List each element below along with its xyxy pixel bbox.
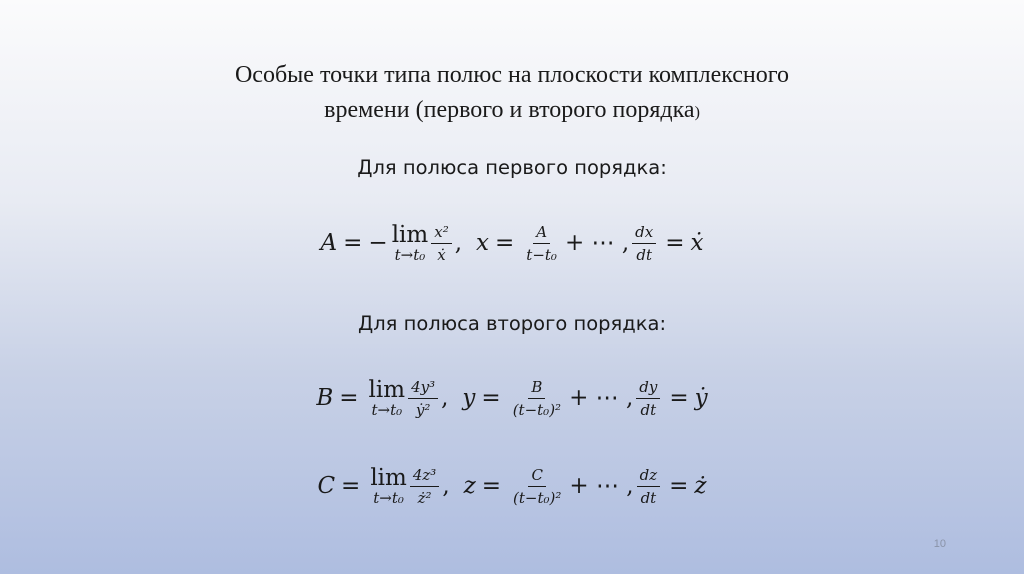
f3-eq3: = — [669, 473, 689, 499]
f2-frac3-den: dt — [640, 400, 657, 419]
f3-comma: , — [442, 473, 450, 499]
f3-eq2: = — [481, 473, 502, 499]
f2-frac3-num: dy — [636, 378, 660, 399]
f1-minus: − — [368, 230, 388, 256]
f1-frac1-den: ẋ — [437, 245, 446, 264]
f1-frac2 — [523, 223, 560, 264]
f1-frac2-den: t−t₀ — [526, 245, 557, 264]
title-line-2-text: времени (первого и второго порядка — [324, 97, 695, 123]
f3-frac2-num: C — [528, 466, 545, 487]
f1-lim-word: lim — [391, 222, 429, 248]
f2-eq: = — [339, 385, 359, 411]
f1-lim-sub: t→t₀ — [394, 246, 426, 264]
f3-frac3-den: dt — [640, 488, 657, 507]
heading-second-order: Для полюса второго порядка: — [357, 312, 667, 335]
f3-tail: + ⋯ , — [569, 473, 634, 499]
f2-tail: + ⋯ , — [569, 385, 634, 411]
f3-var: z — [463, 473, 476, 499]
f3-frac2-den: (t−t₀)² — [513, 488, 562, 507]
f3-lim-word: lim — [370, 465, 407, 491]
f2-lim-word: lim — [368, 377, 406, 403]
f1-lhs: A — [320, 230, 338, 256]
f3-frac3-num: dz — [637, 466, 661, 487]
f1-frac1 — [431, 223, 451, 264]
heading-first-order: Для полюса первого порядка: — [357, 156, 667, 179]
f3-eq: = — [341, 473, 361, 499]
f3-rhs: ż — [694, 473, 707, 499]
f1-frac2-num: A — [533, 223, 550, 244]
f2-lhs: B — [316, 385, 334, 411]
f1-eq: = — [343, 230, 363, 256]
f3-frac3 — [637, 466, 661, 507]
title-line-2 — [0, 93, 1024, 130]
f1-limit — [392, 222, 429, 264]
f2-frac1-num: 4y³ — [408, 378, 438, 399]
f2-frac2-den: (t−t₀)² — [512, 400, 562, 419]
f2-eq3: = — [669, 385, 689, 411]
slide-title — [0, 58, 1024, 130]
f1-comma: , — [454, 230, 463, 256]
f2-frac2-num: B — [528, 378, 545, 399]
title-line-1: Особые точки типа полюс на плоскости комплексного — [234, 62, 790, 88]
f2-limit — [369, 377, 406, 419]
f3-frac1-den: ż² — [417, 488, 432, 507]
f1-var: x — [476, 230, 490, 256]
f3-lhs: C — [317, 473, 336, 499]
f1-frac3 — [632, 223, 656, 264]
f2-eq2: = — [481, 385, 501, 411]
f2-frac1-den: ẏ² — [415, 400, 431, 419]
title-paren: ) — [694, 104, 700, 121]
f1-frac1-num: x² — [431, 223, 451, 244]
f1-rhs: ẋ — [690, 230, 704, 256]
f2-rhs: ẏ — [694, 385, 708, 411]
f2-frac2 — [510, 378, 564, 419]
f2-frac1 — [408, 378, 438, 419]
f3-lim-sub: t→t₀ — [373, 489, 404, 507]
f3-frac1-num: 4z³ — [410, 466, 439, 487]
f2-lim-sub: t→t₀ — [371, 401, 403, 419]
f2-var: y — [462, 385, 476, 411]
f3-limit — [370, 465, 407, 507]
f1-tail: + ⋯ , — [564, 230, 630, 256]
formula-second-order-c — [0, 446, 1024, 526]
f2-comma: , — [441, 385, 449, 411]
formula-second-order-b — [0, 358, 1024, 438]
f1-frac3-den: dt — [636, 245, 652, 264]
f1-eq3: = — [665, 230, 685, 256]
f2-frac3 — [636, 378, 660, 419]
f3-frac2 — [510, 466, 564, 507]
f1-frac3-num: dx — [632, 223, 656, 244]
f3-frac1 — [410, 466, 439, 507]
page-number: 10 — [933, 538, 946, 550]
f1-eq2: = — [495, 230, 515, 256]
formula-first-order — [0, 203, 1024, 283]
